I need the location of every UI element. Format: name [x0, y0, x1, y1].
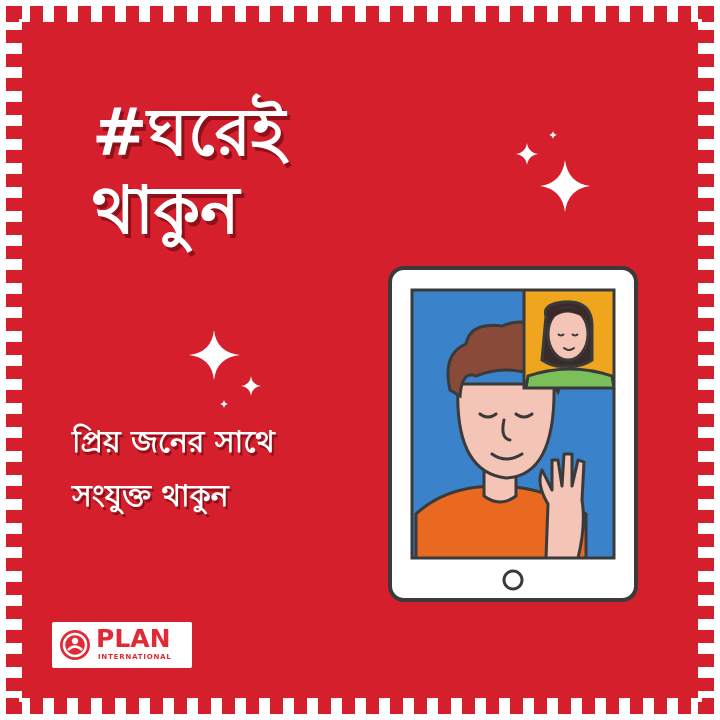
sparkle-icon: [549, 131, 557, 139]
headline-line-2: থাকুন: [92, 172, 240, 249]
sparkle-icon: [220, 400, 228, 408]
tablet-illustration: [386, 264, 640, 604]
sparkle-icon: [516, 143, 538, 165]
logo-tagline: INTERNATIONAL: [98, 653, 172, 661]
subline-line-2: সংযুক্ত থাকুন: [72, 479, 229, 514]
logo-name: PLAN: [96, 624, 171, 653]
sparkle-icon: [540, 160, 590, 212]
headline-line-1: #ঘরেই: [92, 94, 286, 171]
subline-line-1: প্রিয় জনের সাথে: [72, 425, 275, 460]
sparkle-icon: [189, 330, 240, 380]
sparkle-icon: [241, 376, 261, 396]
video-call-pip: [524, 290, 614, 388]
plan-international-logo-icon: [60, 630, 90, 660]
plan-international-logo: [52, 622, 192, 668]
